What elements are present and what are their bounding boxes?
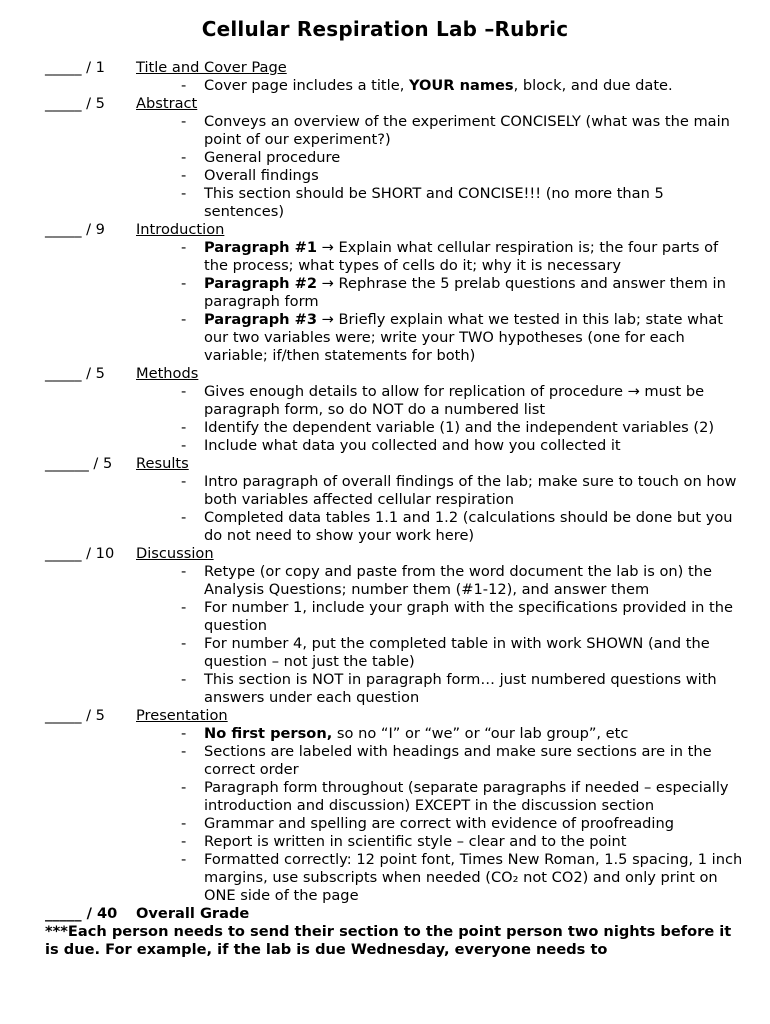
bullet-dash: -: [181, 473, 187, 490]
criterion-item: [181, 815, 745, 833]
criterion-pre: Cover page includes a title,: [204, 77, 409, 94]
rubric-section-row: [45, 59, 745, 77]
bullet-dash: -: [181, 167, 187, 184]
rubric-list: [45, 59, 745, 959]
score-blank: _____ / 5: [45, 365, 105, 382]
criterion-post: → Explain what cellular respiration is; the four parts of the process; what types of cells do it; why it is necessary: [204, 239, 719, 274]
criterion-post: → Rephrase the 5 prelab questions and answer them in paragraph form: [204, 275, 726, 310]
score-blank: _____ / 10: [45, 545, 115, 562]
criterion-item: [181, 599, 745, 635]
bullet-dash: -: [181, 599, 187, 616]
criterion-plain: Gives enough details to allow for replication of procedure → must be paragraph form, so do NOT do a numbered list: [204, 383, 705, 418]
criterion-item: [181, 743, 745, 779]
bullet-dash: -: [181, 239, 187, 256]
criterion-item: [181, 635, 745, 671]
criterion-plain: Include what data you collected and how you collected it: [204, 437, 621, 454]
criterion-item: [181, 149, 745, 167]
criterion-text: [204, 563, 745, 599]
score-blank: ______ / 5: [45, 455, 113, 472]
criterion-item: [181, 239, 745, 275]
criterion-text: [204, 419, 745, 437]
criterion-text: [204, 311, 745, 365]
criterion-item: [181, 185, 745, 221]
criterion-text: [204, 779, 745, 815]
criterion-text: [204, 437, 745, 455]
score-blank: _____ / 5: [45, 95, 105, 112]
criterion-plain: Overall findings: [204, 167, 319, 184]
bullet-dash: -: [181, 779, 187, 796]
criterion-item: [181, 779, 745, 815]
bullet-dash: -: [181, 113, 187, 130]
criterion-text: [204, 725, 745, 743]
criterion-text: [204, 185, 745, 221]
criterion-item: [181, 833, 745, 851]
criterion-item: [181, 671, 745, 707]
criterion-text: [204, 815, 745, 833]
rubric-section-row: [45, 455, 745, 473]
criterion-bold: Paragraph #1: [204, 239, 317, 256]
page-title: Cellular Respiration Lab –Rubric: [201, 17, 569, 41]
section-heading: Title and Cover Page: [136, 59, 287, 76]
rubric-section-row: [45, 365, 745, 383]
criterion-plain: Paragraph form throughout (separate paragraphs if needed – especially introduction and discussion) EXCEPT in the discussion section: [204, 779, 729, 814]
rubric-section-row: [45, 545, 745, 563]
total-score: _____ / 40: [45, 905, 118, 922]
bullet-dash: -: [181, 851, 187, 868]
criterion-plain: For number 1, include your graph with the specifications provided in the question: [204, 599, 733, 634]
criterion-text: [204, 77, 745, 95]
rubric-section-row: [45, 95, 745, 113]
bullet-dash: -: [181, 437, 187, 454]
section-heading: Methods: [136, 365, 199, 382]
criterion-plain: Retype (or copy and paste from the word document the lab is on) the Analysis Questions; number them (#1-12), and answer them: [204, 563, 712, 598]
criterion-bold: YOUR names: [408, 77, 514, 94]
criterion-text: [204, 599, 745, 635]
criterion-post: so no “I” or “we” or “our lab group”, etc: [332, 725, 629, 742]
criterion-item: [181, 437, 745, 455]
criterion-item: [181, 275, 745, 311]
criterion-plain: Report is written in scientific style – clear and to the point: [204, 833, 627, 850]
bullet-dash: -: [181, 743, 187, 760]
bullet-dash: -: [181, 185, 187, 202]
criterion-text: [204, 509, 745, 545]
score-blank: _____ / 5: [45, 707, 105, 724]
criterion-post: → Briefly explain what we tested in this lab; state what our two variables were; write your TWO hypotheses (one for each variable; if/then statements for both): [204, 311, 724, 364]
criterion-plain: Identify the dependent variable (1) and the independent variables (2): [204, 419, 715, 436]
criterion-plain: This section should be SHORT and CONCISE!!! (no more than 5 sentences): [204, 185, 664, 220]
criterion-text: [204, 635, 745, 671]
criterion-item: [181, 851, 745, 905]
criterion-plain: Intro paragraph of overall findings of the lab; make sure to touch on how both variables affected cellular respiration: [204, 473, 737, 508]
rubric-section-row: [45, 221, 745, 239]
section-heading: Discussion: [136, 545, 214, 562]
criterion-text: [204, 473, 745, 509]
bullet-dash: -: [181, 833, 187, 850]
criterion-plain: Grammar and spelling are correct with evidence of proofreading: [204, 815, 674, 832]
criterion-item: [181, 383, 745, 419]
rubric-section-row: [45, 707, 745, 725]
criterion-plain: For number 4, put the completed table in with work SHOWN (and the question – not just the table): [204, 635, 710, 670]
bullet-dash: -: [181, 815, 187, 832]
bullet-dash: -: [181, 671, 187, 688]
bullet-dash: -: [181, 509, 187, 526]
bullet-dash: -: [181, 275, 187, 292]
bullet-dash: -: [181, 563, 187, 580]
bullet-dash: -: [181, 77, 187, 94]
criterion-item: [181, 563, 745, 599]
criterion-item: [181, 473, 745, 509]
bullet-dash: -: [181, 311, 187, 328]
section-heading: Results: [136, 455, 189, 472]
criterion-item: [181, 167, 745, 185]
criterion-bold: Paragraph #2: [204, 275, 317, 292]
score-blank: _____ / 9: [45, 221, 105, 238]
criterion-text: [204, 113, 745, 149]
section-heading: Abstract: [136, 95, 198, 112]
criterion-text: [204, 383, 745, 419]
total-label: Overall Grade: [136, 905, 250, 922]
submission-note: ***Each person needs to send their section to the point person two nights before it is due. For example, if the lab is due Wednesday, everyone needs to: [45, 923, 732, 958]
criterion-plain: This section is NOT in paragraph form… just numbered questions with answers under each question: [204, 671, 717, 706]
criterion-text: [204, 851, 745, 905]
criterion-item: [181, 419, 745, 437]
bullet-dash: -: [181, 419, 187, 436]
criterion-text: [204, 275, 745, 311]
criterion-text: [204, 167, 745, 185]
criterion-bold: Paragraph #3: [204, 311, 317, 328]
criterion-text: [204, 239, 745, 275]
criterion-item: [181, 725, 745, 743]
score-blank: _____ / 1: [45, 59, 105, 76]
criterion-item: [181, 509, 745, 545]
criterion-plain: Sections are labeled with headings and make sure sections are in the correct order: [204, 743, 712, 778]
bullet-dash: -: [181, 725, 187, 742]
criterion-post: , block, and due date.: [513, 77, 673, 94]
criterion-item: [181, 113, 745, 149]
criterion-bold: No first person,: [204, 725, 333, 742]
criterion-text: [204, 743, 745, 779]
criterion-text: [204, 833, 745, 851]
criterion-plain: Conveys an overview of the experiment CONCISELY (what was the main point of our experiment?): [204, 113, 730, 148]
overall-grade-row: [45, 905, 745, 923]
criterion-plain: Formatted correctly: 12 point font, Times New Roman, 1.5 spacing, 1 inch margins, use subscripts when needed (CO₂ not CO2) and only print on ONE side of the page: [204, 851, 743, 904]
bullet-dash: -: [181, 149, 187, 166]
criterion-plain: Completed data tables 1.1 and 1.2 (calculations should be done but you do not need to show your work here): [204, 509, 733, 544]
bullet-dash: -: [181, 635, 187, 652]
criterion-text: [204, 149, 745, 167]
criterion-item: [181, 311, 745, 365]
bullet-dash: -: [181, 383, 187, 400]
section-heading: Introduction: [136, 221, 225, 238]
criterion-text: [204, 671, 745, 707]
section-heading: Presentation: [136, 707, 228, 724]
criterion-item: [181, 77, 745, 95]
criterion-plain: General procedure: [204, 149, 341, 166]
